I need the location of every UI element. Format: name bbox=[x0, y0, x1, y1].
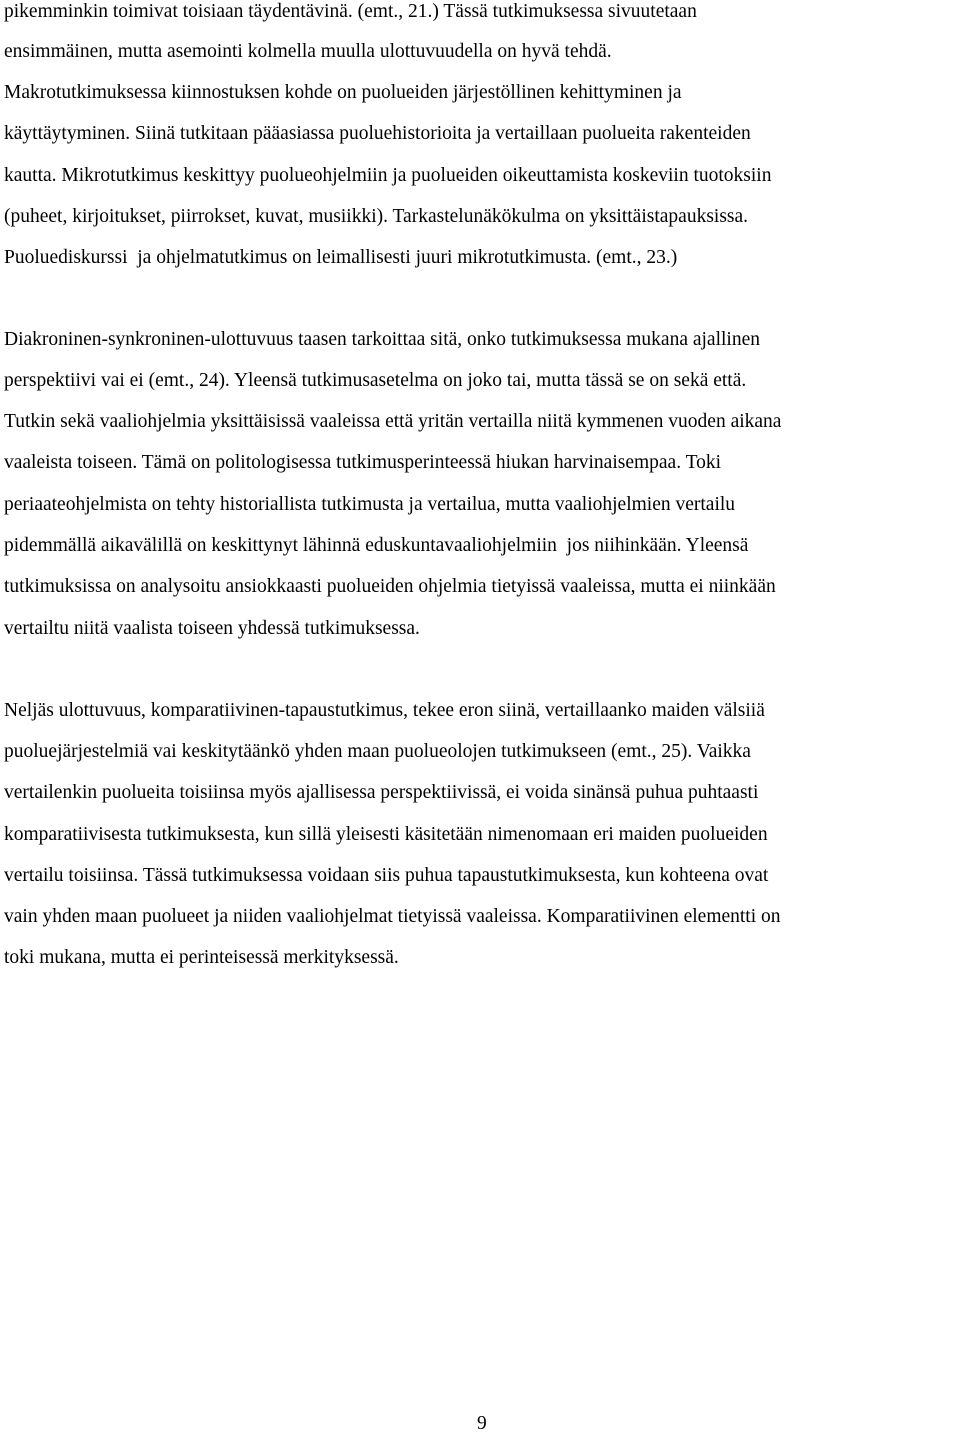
text-line: vertailenkin puolueita toisiinsa myös ajallisessa perspektiivissä, ei voida sinänsä puhua puhtaasti bbox=[4, 782, 759, 803]
text-line: (puheet, kirjoitukset, piirrokset, kuvat, musiikki). Tarkastelunäkökulma on yksittäistapauksissa. bbox=[4, 206, 749, 227]
text-line: ensimmäinen, mutta asemointi kolmella muulla ulottuvuudella on hyvä tehdä. bbox=[4, 41, 612, 62]
text-line: perspektiivi vai ei (emt., 24). Yleensä tutkimusasetelma on joko tai, mutta tässä se on sekä että. bbox=[4, 370, 747, 391]
text-line: käyttäytyminen. Siinä tutkitaan pääasiassa puoluehistorioita ja vertaillaan puolueita rakenteiden bbox=[4, 123, 751, 144]
text-line: vaaleista toiseen. Tämä on politologisessa tutkimusperinteessä hiukan harvinaisempaa. Toki bbox=[4, 452, 722, 473]
text-line: Puoluediskurssi ja ohjelmatutkimus on leimallisesti juuri mikrotutkimusta. (emt., 23.) bbox=[4, 247, 678, 268]
page-number: 9 bbox=[477, 1413, 487, 1434]
text-line: kautta. Mikrotutkimus keskittyy puolueohjelmiin ja puolueiden oikeuttamista koskeviin tuotoksiin bbox=[4, 165, 772, 186]
text-line: periaateohjelmista on tehty historiallista tutkimusta ja vertailua, mutta vaaliohjelmien vertailu bbox=[4, 494, 736, 515]
text-line: puoluejärjestelmiä vai keskitytäänkö yhden maan puolueolojen tutkimukseen (emt., 25). Vaikka bbox=[4, 741, 751, 762]
text-line: Tutkin sekä vaaliohjelmia yksittäisissä vaaleissa että yritän vertailla niitä kymmenen vuoden aikana bbox=[4, 411, 782, 432]
text-line: Neljäs ulottuvuus, komparatiivinen-tapaustutkimus, tekee eron siinä, vertaillaanko maiden välsiiä bbox=[4, 700, 765, 721]
text-line: Diakroninen-synkroninen-ulottuvuus taasen tarkoittaa sitä, onko tutkimuksessa mukana ajallinen bbox=[4, 329, 760, 350]
text-line: pikemminkin toimivat toisiaan täydentävinä. (emt., 21.) Tässä tutkimuksessa sivuutetaan bbox=[4, 1, 697, 22]
text-line: vertailtu niitä vaalista toiseen yhdessä tutkimuksessa. bbox=[4, 618, 420, 639]
text-line: tutkimuksissa on analysoitu ansiokkaasti puolueiden ohjelmia tietyissä vaaleissa, mutta ei niinkään bbox=[4, 576, 776, 597]
text-line: Makrotutkimuksessa kiinnostuksen kohde on puolueiden järjestöllinen kehittyminen ja bbox=[4, 82, 682, 103]
text-line: vain yhden maan puolueet ja niiden vaaliohjelmat tietyissä vaaleissa. Komparatiivinen elementti on bbox=[4, 906, 781, 927]
text-line: pidemmällä aikavälillä on keskittynyt lähinnä eduskuntavaaliohjelmiin jos niihinkään. Yleensä bbox=[4, 535, 749, 556]
text-line: komparatiivisesta tutkimuksesta, kun sillä yleisesti käsitetään nimenomaan eri maiden puolueiden bbox=[4, 824, 768, 845]
text-line: vertailu toisiinsa. Tässä tutkimuksessa voidaan siis puhua tapaustutkimuksesta, kun kohteena ovat bbox=[4, 865, 769, 886]
text-line: toki mukana, mutta ei perinteisessä merkityksessä. bbox=[4, 947, 399, 968]
